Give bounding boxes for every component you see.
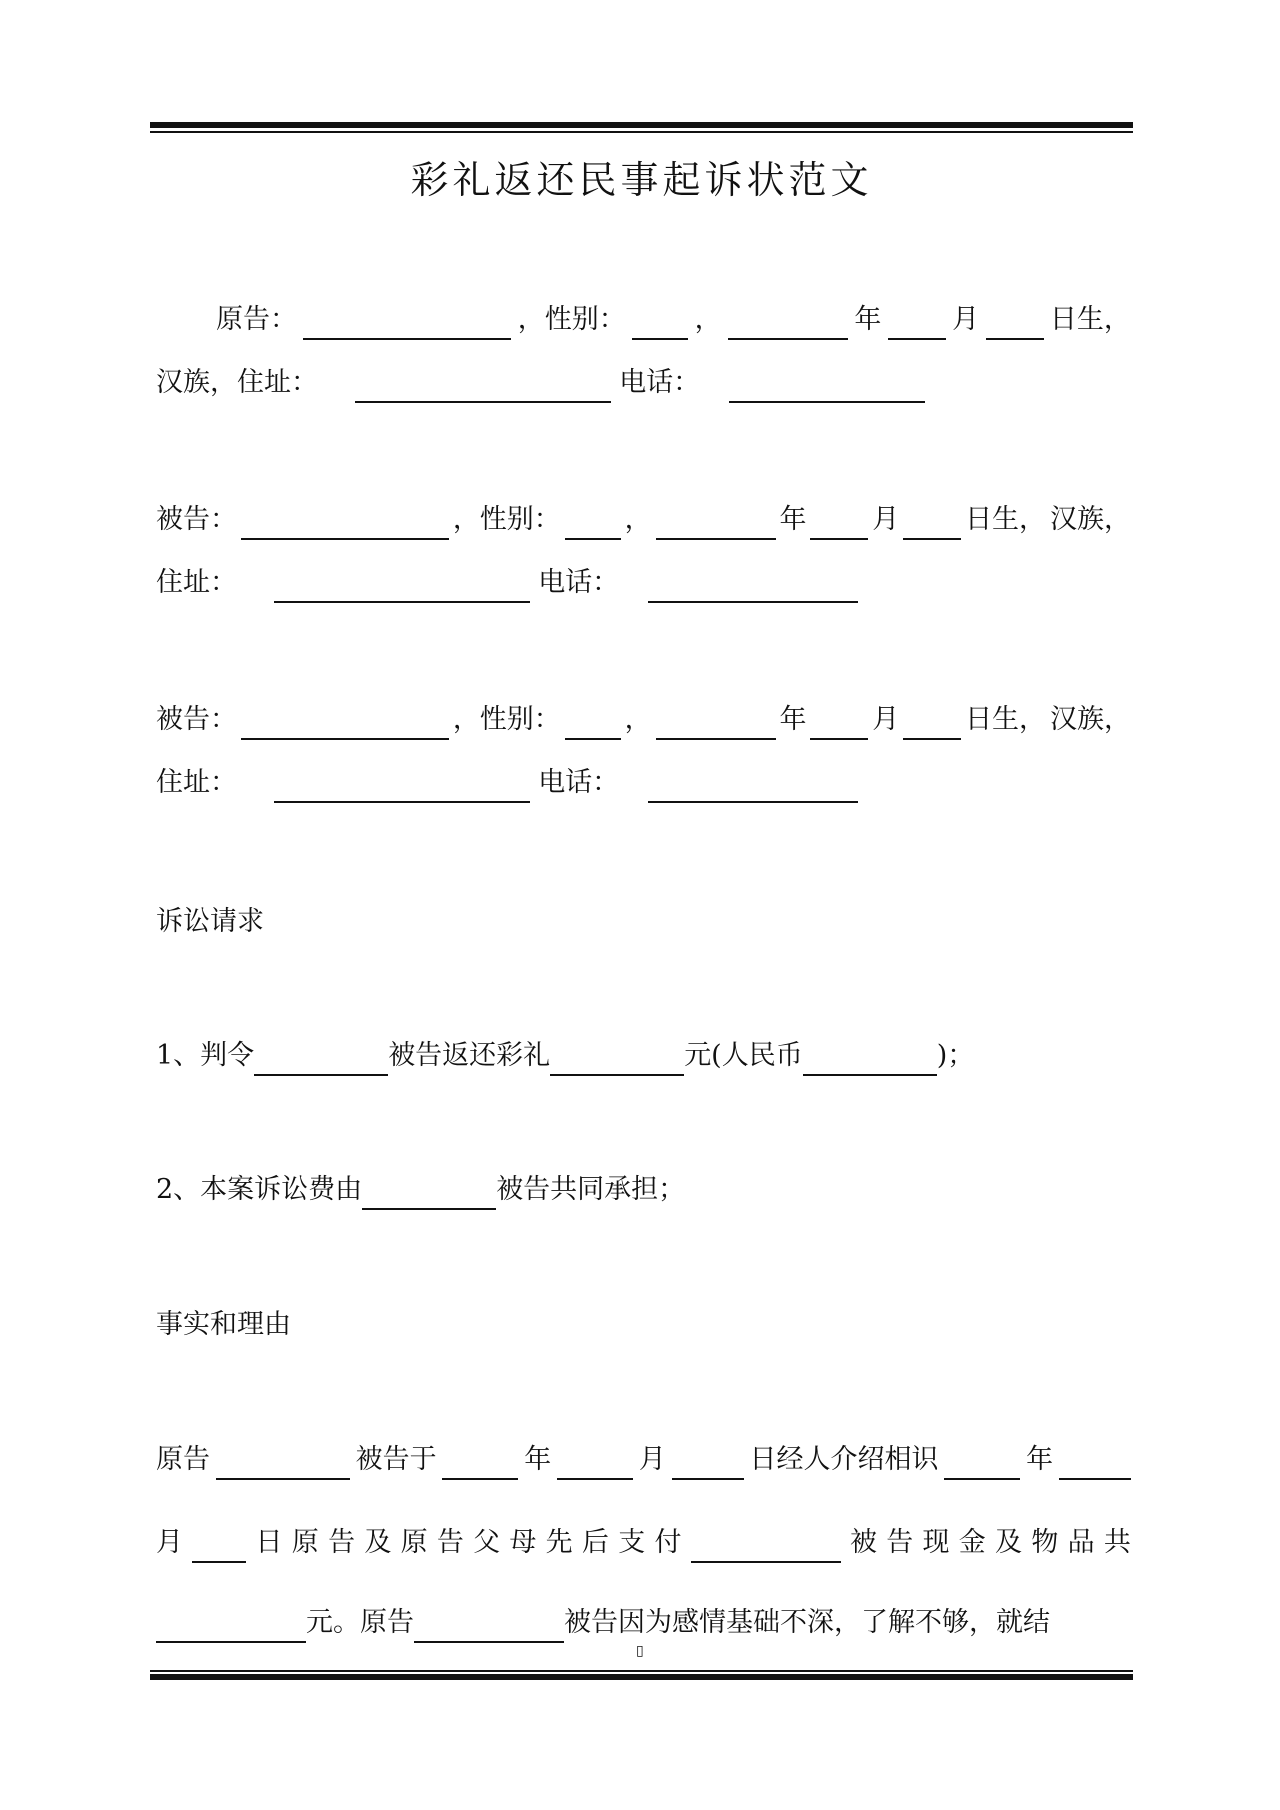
claim1-plaintiff-blank[interactable] xyxy=(254,1044,388,1076)
claim1-part1: 1、判令 xyxy=(156,1040,255,1071)
facts-l3a: 元。原告 xyxy=(306,1607,414,1638)
claim2-part1: 2、本案诉讼费由 xyxy=(156,1174,363,1205)
facts-l2-11: 支 xyxy=(618,1527,646,1558)
plaintiff-ethnic-address: 汉族，住址： xyxy=(156,367,318,398)
facts-l2-10: 后 xyxy=(581,1527,609,1558)
facts-l2-0: 月 xyxy=(156,1527,183,1558)
defendant2-name-blank[interactable] xyxy=(241,708,449,740)
page-number-mark: ▯ xyxy=(636,1643,644,1659)
facts-l2-5: 原 xyxy=(400,1527,428,1558)
defendant2-address-blank[interactable] xyxy=(274,771,530,803)
defendant2-address-label: 住址： xyxy=(156,767,237,798)
facts-heading: 事实和理由 xyxy=(156,1309,291,1340)
plaintiff-comma: ， xyxy=(694,304,722,335)
defendant1-ethnic: 汉族， xyxy=(1049,504,1131,535)
plaintiff-line-1 xyxy=(216,300,1131,340)
header-rule-thick xyxy=(150,122,1133,128)
defendant2-day-blank[interactable] xyxy=(903,708,961,740)
facts-l2-14: 告 xyxy=(886,1527,914,1558)
defendant1-day-label: 日生， xyxy=(965,504,1047,535)
facts-l2-8: 母 xyxy=(509,1527,537,1558)
plaintiff-year-blank[interactable] xyxy=(728,308,848,340)
facts-l3b: 被告因为感情基础不深，了解不够，就结 xyxy=(564,1607,1050,1638)
facts-line-3 xyxy=(156,1603,1131,1643)
defendant2-gender-blank[interactable] xyxy=(565,708,621,740)
claim-1 xyxy=(156,1036,1131,1076)
facts-l1-4: 日经人介绍相识 xyxy=(749,1444,939,1475)
facts-l2-17: 及 xyxy=(995,1527,1023,1558)
defendant1-year-blank[interactable] xyxy=(656,508,776,540)
facts-l1-0: 原告 xyxy=(156,1444,210,1475)
facts-month-blank[interactable] xyxy=(557,1448,633,1480)
plaintiff-year-label: 年 xyxy=(854,304,882,335)
defendant1-gender-label: ，性别： xyxy=(452,504,561,535)
claim1-part4: )； xyxy=(936,1040,975,1071)
facts-l1-1: 被告于 xyxy=(355,1444,437,1475)
facts-l2-3: 告 xyxy=(328,1527,356,1558)
defendant2-year-label: 年 xyxy=(779,704,807,735)
defendant2-year-blank[interactable] xyxy=(656,708,776,740)
facts-total-blank[interactable] xyxy=(156,1611,306,1643)
facts-defendant-blank[interactable] xyxy=(691,1531,841,1563)
plaintiff-address-blank[interactable] xyxy=(355,371,611,403)
defendant2-month-blank[interactable] xyxy=(810,708,868,740)
facts-l2-9: 先 xyxy=(545,1527,573,1558)
plaintiff-gender-blank[interactable] xyxy=(632,308,688,340)
defendant2-gender-label: ，性别： xyxy=(452,704,561,735)
facts-l2-18: 物 xyxy=(1031,1527,1059,1558)
defendant2-label: 被告： xyxy=(156,704,237,735)
facts-l2-15: 现 xyxy=(922,1527,950,1558)
facts-l2-16: 金 xyxy=(958,1527,986,1558)
plaintiff-day-label: 日生， xyxy=(1049,304,1131,335)
facts-day-blank[interactable] xyxy=(672,1448,744,1480)
claim-2 xyxy=(156,1170,1131,1210)
facts-l2-7: 父 xyxy=(473,1527,501,1558)
document-title: 彩礼返还民事起诉状范文 xyxy=(410,158,873,202)
facts-l2-4: 及 xyxy=(364,1527,392,1558)
facts-month2-blank-start[interactable] xyxy=(1059,1448,1131,1480)
plaintiff-label: 原告： xyxy=(216,304,297,335)
claim1-amount-blank[interactable] xyxy=(550,1044,684,1076)
facts-line-2 xyxy=(156,1523,1131,1563)
footer-rule-thin xyxy=(150,1670,1133,1672)
defendant1-line-1 xyxy=(156,500,1131,540)
defendant1-day-blank[interactable] xyxy=(903,508,961,540)
defendant1-address-label: 住址： xyxy=(156,567,237,598)
facts-l2-20: 共 xyxy=(1103,1527,1131,1558)
defendant2-month-label: 月 xyxy=(872,704,900,735)
facts-year-blank[interactable] xyxy=(442,1448,518,1480)
plaintiff-name-blank[interactable] xyxy=(303,308,511,340)
facts-l1-5: 年 xyxy=(1026,1444,1054,1475)
facts-l2-1: 日 xyxy=(255,1527,283,1558)
defendant2-line-2 xyxy=(156,763,1131,803)
defendant2-phone-blank[interactable] xyxy=(648,771,858,803)
defendant1-name-blank[interactable] xyxy=(241,508,449,540)
defendant2-line-1 xyxy=(156,700,1131,740)
defendant1-gender-blank[interactable] xyxy=(565,508,621,540)
claims-heading: 诉讼请求 xyxy=(156,906,264,937)
facts-l2-19: 品 xyxy=(1067,1527,1095,1558)
defendant2-comma: ， xyxy=(624,704,652,735)
claim1-part3: 元(人民币 xyxy=(684,1040,803,1071)
defendant1-comma: ， xyxy=(624,504,652,535)
defendant2-day-label: 日生， xyxy=(965,704,1047,735)
claim1-rmb-blank[interactable] xyxy=(803,1044,937,1076)
plaintiff-day-blank[interactable] xyxy=(986,308,1044,340)
facts-l1-2: 年 xyxy=(524,1444,552,1475)
plaintiff-gender-label: ，性别： xyxy=(517,304,626,335)
plaintiff-phone-blank[interactable] xyxy=(729,371,925,403)
claim2-part2: 被告共同承担； xyxy=(496,1174,686,1205)
defendant1-month-blank[interactable] xyxy=(810,508,868,540)
plaintiff-month-label: 月 xyxy=(952,304,980,335)
defendant1-month-label: 月 xyxy=(872,504,900,535)
defendant1-phone-label: 电话： xyxy=(538,567,620,598)
header-rule-thin xyxy=(150,131,1133,133)
facts-plaintiff-blank[interactable] xyxy=(216,1448,350,1480)
facts-l2-2: 原 xyxy=(291,1527,319,1558)
facts-line-1 xyxy=(156,1440,1131,1480)
defendant2-ethnic: 汉族， xyxy=(1049,704,1131,735)
facts-l1-3: 月 xyxy=(638,1444,666,1475)
defendant1-phone-blank[interactable] xyxy=(648,571,858,603)
facts-l2-6: 告 xyxy=(436,1527,464,1558)
claim1-part2: 被告返还彩礼 xyxy=(388,1040,551,1071)
defendant2-phone-label: 电话： xyxy=(538,767,620,798)
facts-l2-13: 被 xyxy=(849,1527,877,1558)
plaintiff-month-blank[interactable] xyxy=(888,308,946,340)
facts-l2-12: 付 xyxy=(654,1527,682,1558)
plaintiff-line-2 xyxy=(156,363,1131,403)
facts-plaintiff2-blank[interactable] xyxy=(414,1611,564,1643)
defendant1-label: 被告： xyxy=(156,504,237,535)
defendant1-year-label: 年 xyxy=(779,504,807,535)
defendant1-address-blank[interactable] xyxy=(274,571,530,603)
claim2-plaintiff-blank[interactable] xyxy=(362,1178,496,1210)
plaintiff-phone-label: 电话： xyxy=(619,367,701,398)
defendant1-line-2 xyxy=(156,563,1131,603)
footer-rule-thick xyxy=(150,1674,1133,1680)
facts-day2-blank[interactable] xyxy=(192,1531,246,1563)
facts-year2-blank[interactable] xyxy=(944,1448,1020,1480)
